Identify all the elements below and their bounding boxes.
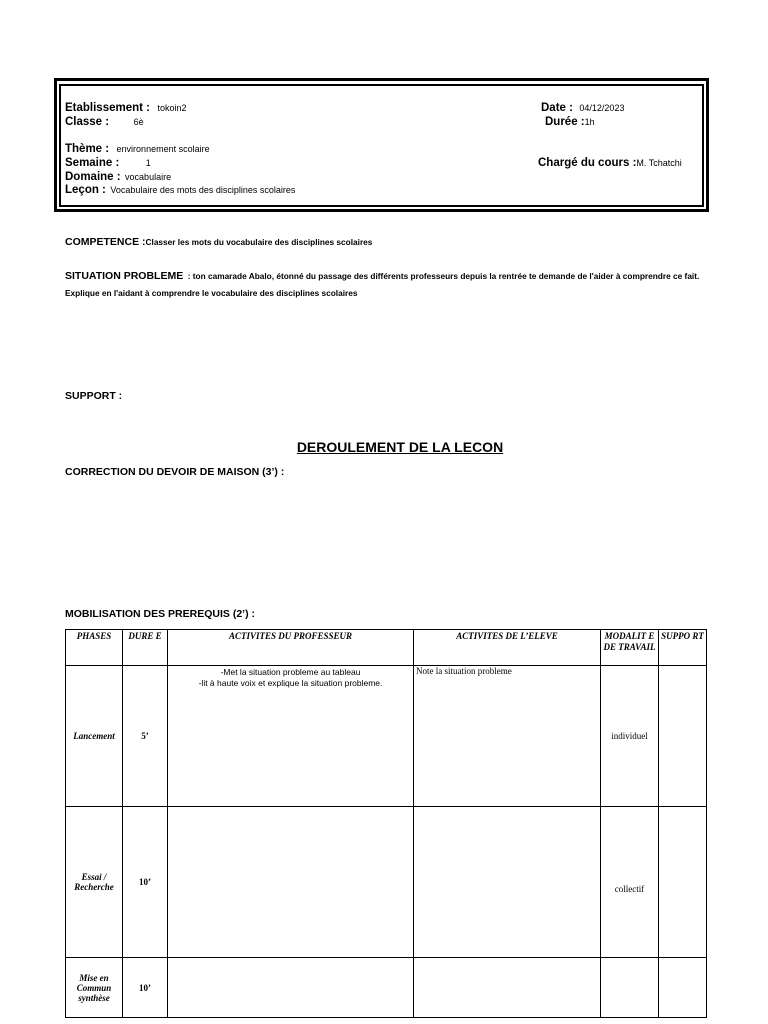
support-cell [659, 666, 707, 807]
prof-cell [168, 807, 414, 958]
classe-value: 6è [133, 117, 144, 127]
prof-activity-line: -lit à haute voix et explique la situation probleme. [198, 678, 383, 688]
eleve-cell [414, 958, 601, 1018]
modalite-cell: collectif [601, 807, 659, 958]
support-cell [659, 958, 707, 1018]
competence-label: COMPETENCE : [65, 236, 146, 248]
charge-label: Chargé du cours : [538, 157, 637, 169]
duree-cell: 10’ [123, 807, 168, 958]
etablissement-label: Etablissement : [65, 102, 150, 114]
domaine-value: vocabulaire [125, 172, 172, 182]
date-label: Date : [541, 102, 573, 114]
situation-label: SITUATION PROBLEME [65, 270, 184, 282]
duree-cell: 10’ [123, 958, 168, 1018]
duree-cell: 5’ [123, 666, 168, 807]
etablissement-value: tokoin2 [157, 103, 187, 113]
lesson-table [65, 629, 707, 1018]
header-prof: ACTIVITES DU PROFESSEUR [168, 630, 414, 666]
competence-line [65, 232, 372, 250]
semaine-value: 1 [145, 158, 151, 168]
phase-cell: Lancement [66, 666, 123, 807]
theme-label: Thème : [65, 143, 110, 155]
mobilisation-heading: MOBILISATION DES PREREQUIS (2’) : [65, 608, 255, 620]
support-label: SUPPORT : [65, 390, 123, 402]
duree-value: 1h [584, 117, 595, 127]
eleve-cell: Note la situation probleme [414, 666, 601, 807]
phase-cell: Mise en Commun synthèse [66, 958, 123, 1018]
classe-label: Classe : [65, 116, 110, 128]
theme-value: environnement scolaire [116, 144, 210, 154]
prof-cell [168, 958, 414, 1018]
duree-line [545, 112, 595, 130]
classe-line [65, 112, 144, 130]
duree-label: Durée : [545, 116, 585, 128]
lecon-label: Leçon : [65, 184, 106, 196]
modalite-cell [601, 958, 659, 1018]
competence-text: Classer les mots du vocabulaire des disciplines scolaires [145, 237, 373, 247]
date-value: 04/12/2023 [579, 103, 625, 113]
prof-cell [168, 666, 414, 807]
lecon-line [65, 180, 295, 198]
header-eleve: ACTIVITES DE L’ELEVE [414, 630, 601, 666]
eleve-cell [414, 807, 601, 958]
table-header-row [66, 630, 707, 666]
header-duree: DURE E [123, 630, 168, 666]
charge-line [538, 153, 682, 171]
table-row [66, 807, 707, 958]
domaine-label: Domaine : [65, 171, 121, 183]
charge-value: M. Tchatchi [636, 158, 682, 168]
header-support: SUPPO RT [659, 630, 707, 666]
support-cell [659, 807, 707, 958]
situation-paragraph [65, 267, 715, 301]
semaine-label: Semaine : [65, 157, 120, 169]
prof-activity-line: -Met la situation probleme au tableau [220, 667, 361, 677]
situation-text: : ton camarade Abalo, étonné du passage des différents professeurs depuis la rentrée te demande de l'aider à comprendre ce fait. Explique en l'aidant à comprendre le vocabulaire des disciplines scolaires [65, 271, 700, 298]
modalite-cell: individuel [601, 666, 659, 807]
page-title: DEROULEMENT DE LA LECON [296, 439, 504, 455]
header-modalite: MODALIT E DE TRAVAIL [601, 630, 659, 666]
table-row [66, 958, 707, 1018]
correction-heading: CORRECTION DU DEVOIR DE MAISON (3’) : [65, 466, 285, 478]
lecon-value: Vocabulaire des mots des disciplines scolaires [110, 185, 296, 195]
header-phases: PHASES [66, 630, 123, 666]
phase-cell: Essai / Recherche [66, 807, 123, 958]
table-row [66, 666, 707, 807]
